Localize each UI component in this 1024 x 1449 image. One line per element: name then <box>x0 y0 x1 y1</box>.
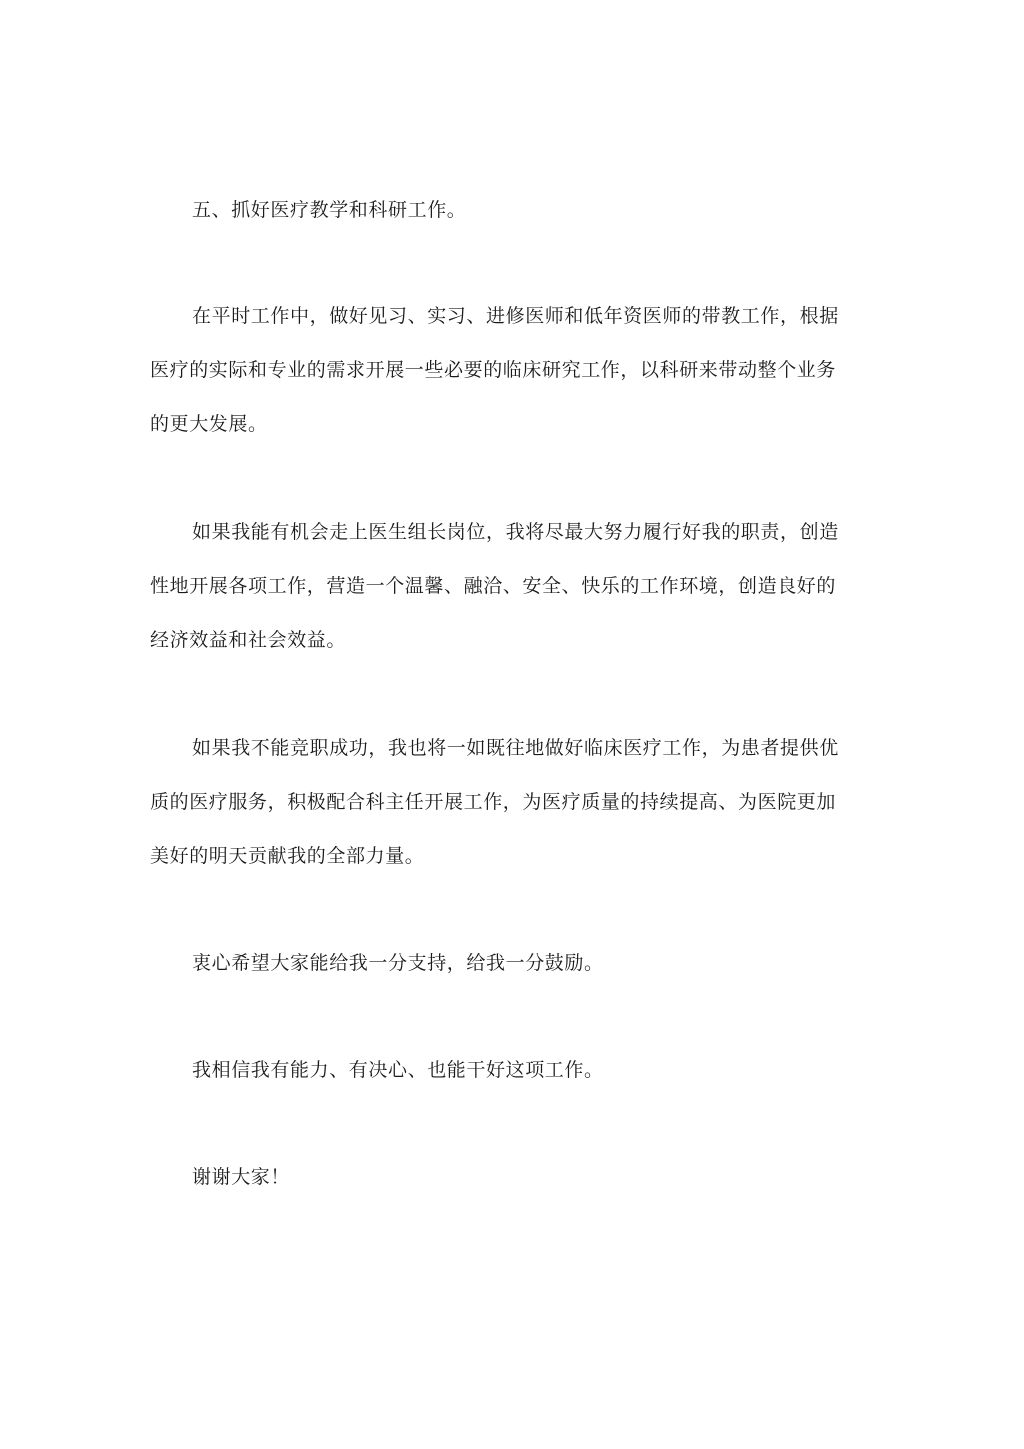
paragraph-line: 性地开展各项工作，营造一个温馨、融洽、安全、快乐的工作环境，创造良好的 <box>150 575 837 597</box>
paragraph-line: 美好的明天贡献我的全部力量。 <box>150 845 425 867</box>
section-heading: 五、抓好医疗教学和科研工作。 <box>192 199 467 221</box>
paragraph-line: 的更大发展。 <box>150 413 268 435</box>
paragraph-line: 医疗的实际和专业的需求开展一些必要的临床研究工作，以科研来带动整个业务 <box>150 359 837 381</box>
paragraph-line: 质的医疗服务，积极配合科主任开展工作，为医疗质量的持续提高、为医院更加 <box>150 791 837 813</box>
paragraph-line: 如果我不能竞职成功，我也将一如既往地做好临床医疗工作，为患者提供优 <box>192 737 839 759</box>
paragraph-line: 在平时工作中，做好见习、实习、进修医师和低年资医师的带教工作，根据 <box>192 305 839 327</box>
closing-confidence: 我相信我有能力、有决心、也能干好这项工作。 <box>192 1059 604 1081</box>
paragraph-line: 如果我能有机会走上医生组长岗位，我将尽最大努力履行好我的职责，创造 <box>192 521 839 543</box>
closing-thanks: 谢谢大家！ <box>192 1166 291 1188</box>
paragraph-line: 经济效益和社会效益。 <box>150 629 347 651</box>
closing-hope: 衷心希望大家能给我一分支持，给我一分鼓励。 <box>192 952 604 974</box>
